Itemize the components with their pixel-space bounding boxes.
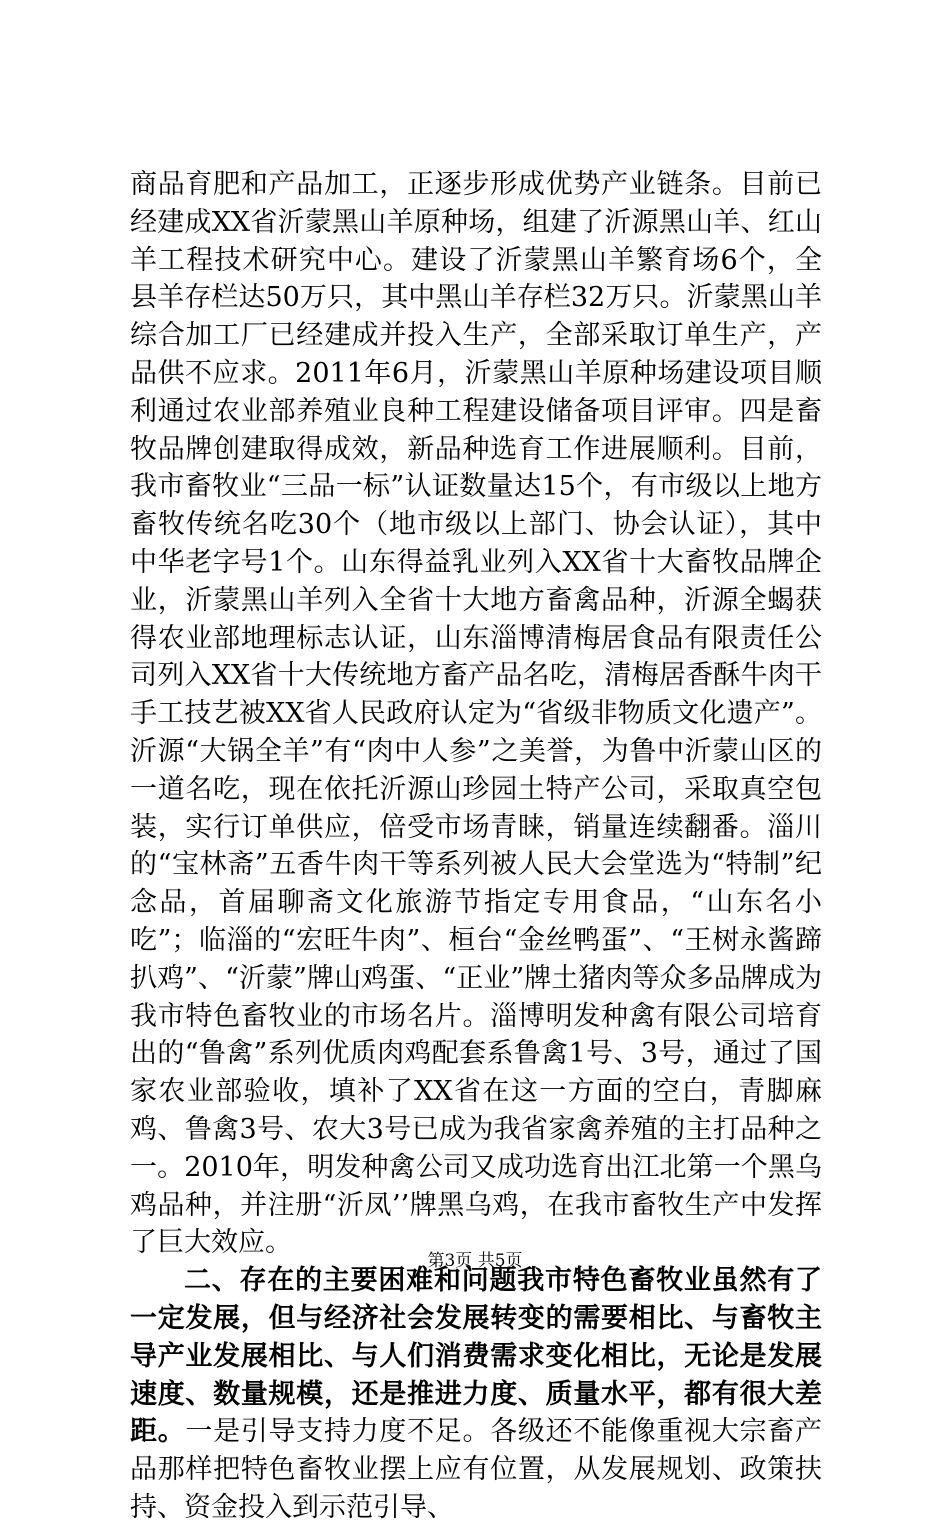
section-heading: 二、存在的主要困难和问题我市特色畜牧业虽然有了一定发展，但与经济社会发展转变的需要相比、与畜牧主导产业发展相比、与人们消费需求变化相比，无论是发展速度、数量规模，还是推进力度、质量水平，都有很大差距。 bbox=[130, 1265, 822, 1448]
page-number: 第3页 共5页 bbox=[427, 1251, 523, 1271]
paragraph-2 bbox=[130, 1262, 822, 1527]
document-body bbox=[130, 166, 822, 1527]
paragraph-1 bbox=[130, 166, 822, 1262]
paragraph-2-text: 一是引导支持力度不足。各级还不能像重视大宗畜产品那样把特色畜牧业摆上应有位置，从发展规划、政策扶持、资金投入到示范引导、 bbox=[130, 1416, 823, 1523]
page-footer bbox=[0, 1246, 950, 1271]
paragraph-1-text: 商品育肥和产品加工，正逐步形成优势产业链条。目前已经建成XX省沂蒙黑山羊原种场，组建了沂源黑山羊、红山羊工程技术研究中心。建设了沂蒙黑山羊繁育场6个，全县羊存栏达50万只，其中黑山羊存栏32万只。沂蒙黑山羊综合加工厂已经建成并投入生产，全部采取订单生产，产品供不应求。2011年6月，沂蒙黑山羊原种场建设项目顺利通过农业部养殖业良种工程建设储备项目评审。四是畜牧品牌创建取得成效，新品种选育工作进展顺利。目前，我市畜牧业“三品一标”认证数量达15个，有市级以上地方畜牧传统名吃30个（地市级以上部门、协会认证），其中中华老字号1个。山东得益乳业列入XX省十大畜牧品牌企业，沂蒙黑山羊列入全省十大地方畜禽品种，沂源全蝎获得农业部地理标志认证，山东淄博清梅居食品有限责任公司列入XX省十大传统地方畜产品名吃，清梅居香酥牛肉干手工技艺被XX省人民政府认定为“省级非物质文化遗产”。沂源“大锅全羊”有“肉中人参”之美誉，为鲁中沂蒙山区的一道名吃，现在依托沂源山珍园土特产公司，采取真空包装，实行订单供应，倍受市场青睐，销量连续翻番。淄川的“宝林斋”五香牛肉干等系列被人民大会堂选为“特制”纪念品，首届聊斋文化旅游节指定专用食品，“山东名小吃”；临淄的“宏旺牛肉”、桓台“金丝鸭蛋”、“王树永酱蹄扒鸡”、“沂蒙”牌山鸡蛋、“正业”牌土猪肉等众多品牌成为我市特色畜牧业的市场名片。淄博明发种禽有限公司培育出的“鲁禽”系列优质肉鸡配套系鲁禽1号、3号，通过了国家农业部验收，填补了XX省在这一方面的空白，青脚麻鸡、鲁禽3号、农大3号已成为我省家禽养殖的主打品种之一。2010年，明发种禽公司又成功选育出江北第一个黑乌鸡品种，并注册“沂凤’’牌黑乌鸡，在我市畜牧生产中发挥了巨大效应。 bbox=[130, 169, 822, 1259]
